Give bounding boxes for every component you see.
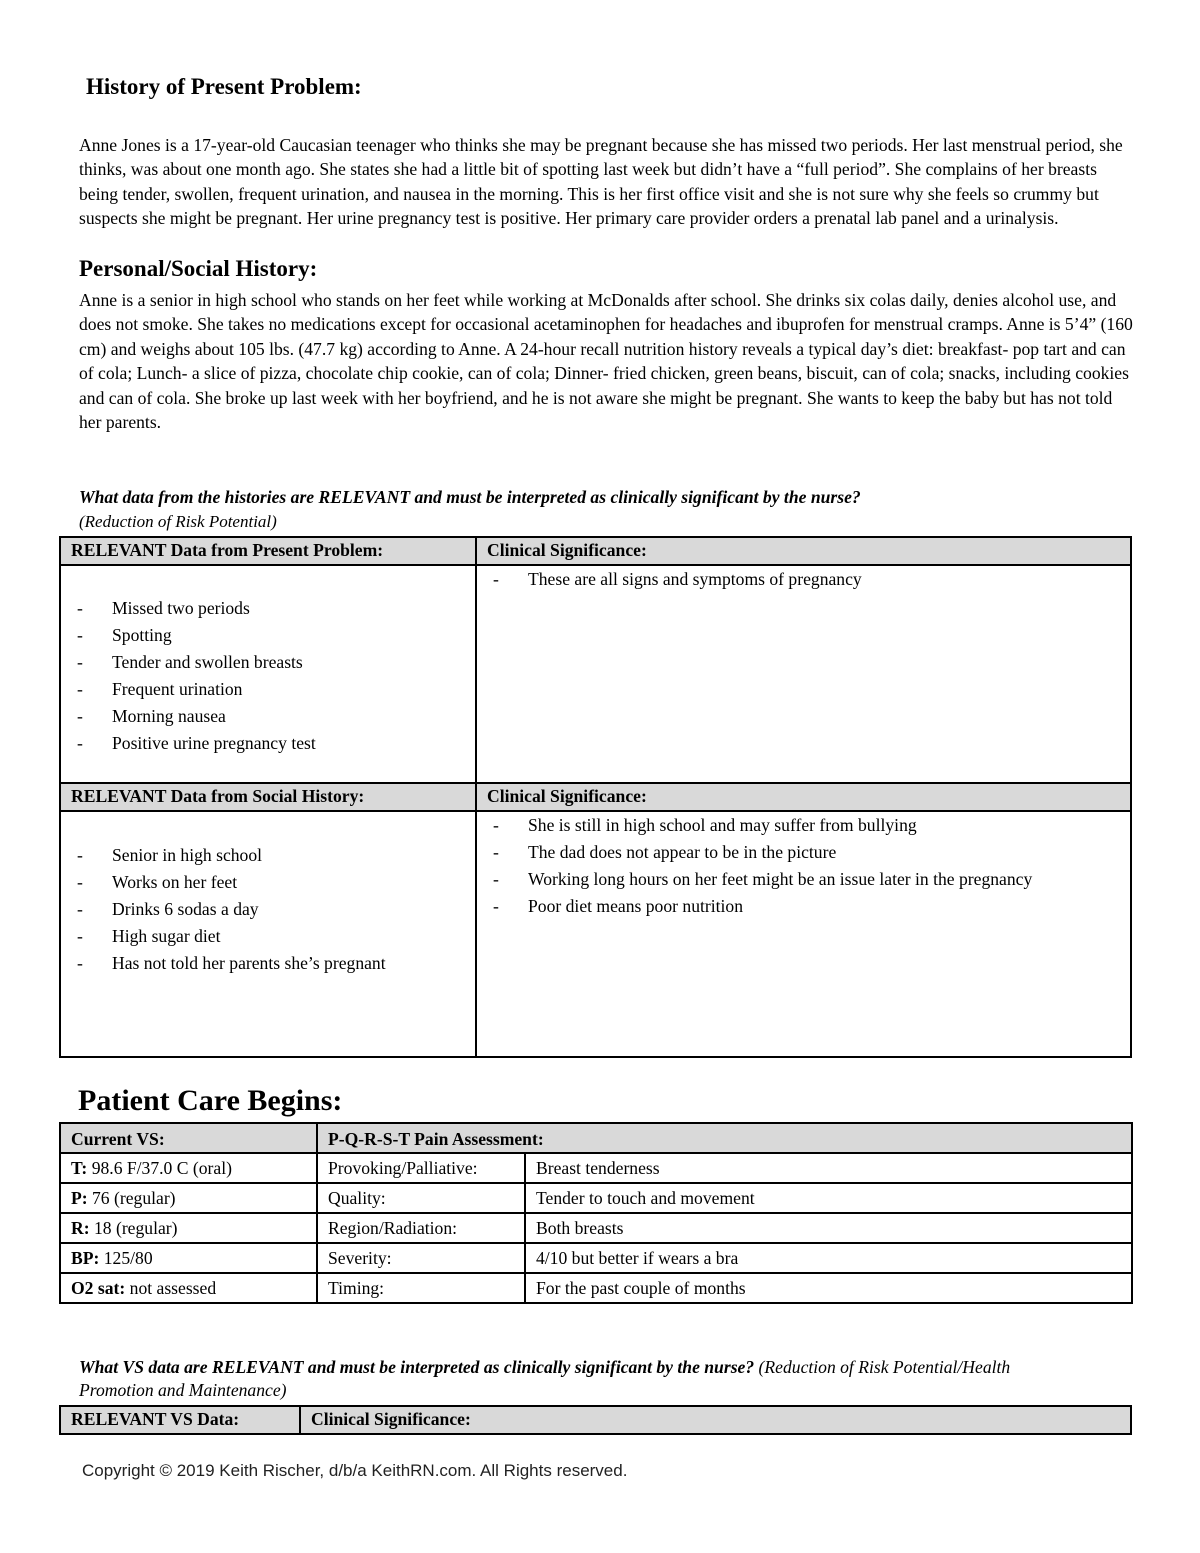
relevant-vs-header: RELEVANT VS Data: xyxy=(60,1406,300,1434)
present-significance-cell xyxy=(476,565,1131,783)
relevant-vs-question xyxy=(79,1356,1079,1402)
list-item: - These are all signs and symptoms of pregnancy xyxy=(477,566,1130,593)
pain-label: Provoking/Palliative: xyxy=(317,1153,525,1183)
social-significance-header: Clinical Significance: xyxy=(476,783,1131,811)
list-item: - Poor diet means poor nutrition xyxy=(477,893,1130,920)
social-significance-list xyxy=(477,812,1130,920)
relevant-vs-question-category: (Reduction of Risk Potential/Health Promotion and Maintenance) xyxy=(79,1357,1011,1400)
social-significance-cell xyxy=(476,811,1131,1057)
list-item: - Frequent urination xyxy=(61,676,475,703)
table-row xyxy=(60,1243,1132,1273)
present-significance-header: Clinical Significance: xyxy=(476,537,1131,565)
table-row xyxy=(60,1153,1132,1183)
list-item: - The dad does not appear to be in the picture xyxy=(477,839,1130,866)
vs-label: BP: xyxy=(71,1248,100,1268)
social-history-list xyxy=(61,842,475,977)
pain-assessment-header: P-Q-R-S-T Pain Assessment: xyxy=(317,1123,1132,1153)
relevant-vs-table xyxy=(59,1405,1132,1435)
current-vs-header: Current VS: xyxy=(60,1123,317,1153)
personal-social-heading: Personal/Social History: xyxy=(79,256,318,281)
vs-cell xyxy=(60,1153,317,1183)
vs-value: 98.6 F/37.0 C (oral) xyxy=(87,1158,232,1178)
table-row xyxy=(60,1273,1132,1303)
history-present-heading: History of Present Problem: xyxy=(86,74,362,99)
relevant-data-question: What data from the histories are RELEVANT and must be interpreted as clinically significant by the nurse? xyxy=(79,487,861,507)
list-item: - Morning nausea xyxy=(61,703,475,730)
vs-cell xyxy=(60,1213,317,1243)
pain-value: Both breasts xyxy=(525,1213,1132,1243)
history-present-text: Anne Jones is a 17-year-old Caucasian teenager who thinks she may be pregnant because she has missed two periods. Her last menstrual period, she thinks, was about one month ago. She states she had a little bit of spotting last week but didn’t have a “full period”. She complains of her breasts being tender, swollen, frequent urination, and nausea in the morning. This is her first office visit and she is not sure why she feels so crummy but suspects she might be pregnant. Her urine pregnancy test is positive. Her primary care provider orders a prenatal lab panel and a urinalysis. xyxy=(79,135,1123,229)
present-problem-cell xyxy=(60,565,476,783)
vs-label: P: xyxy=(71,1188,88,1208)
vs-label: O2 sat: xyxy=(71,1278,126,1298)
social-history-cell xyxy=(60,811,476,1057)
pain-value: Tender to touch and movement xyxy=(525,1183,1132,1213)
list-item: - Working long hours on her feet might be an issue later in the pregnancy xyxy=(477,866,1130,893)
vs-value: 18 (regular) xyxy=(89,1218,178,1238)
present-problem-header: RELEVANT Data from Present Problem: xyxy=(60,537,476,565)
list-item: - High sugar diet xyxy=(61,923,475,950)
vs-significance-header: Clinical Significance: xyxy=(300,1406,1131,1434)
list-item: - She is still in high school and may suffer from bullying xyxy=(477,812,1130,839)
present-significance-list xyxy=(477,566,1130,593)
copyright-footer: Copyright © 2019 Keith Rischer, d/b/a KeithRN.com. All Rights reserved. xyxy=(82,1461,628,1480)
pain-value: For the past couple of months xyxy=(525,1273,1132,1303)
vs-label: T: xyxy=(71,1158,88,1178)
vs-value: not assessed xyxy=(125,1278,217,1298)
personal-social-text: Anne is a senior in high school who stands on her feet while working at McDonalds after school. She drinks six colas daily, denies alcohol use, and does not smoke. She takes no medications except for occasional acetaminophen for headaches and ibuprofen for menstrual cramps. Anne is 5’4” (160 cm) and weighs about 105 lbs. (47.7 kg) according to Anne. A 24-hour recall nutrition history reveals a typical day’s diet: breakfast- pop tart and can of cola; Lunch- a slice of pizza, chocolate chip cookie, can of cola; Dinner- fried chicken, green beans, biscuit, can of cola; snacks, including cookies and can of cola. She broke up last week with her boyfriend, and he is not aware she might be pregnant. She wants to keep the baby but has not told her parents. xyxy=(79,290,1133,433)
vs-cell xyxy=(60,1273,317,1303)
pain-label: Timing: xyxy=(317,1273,525,1303)
vs-value: 76 (regular) xyxy=(87,1188,176,1208)
pain-label: Severity: xyxy=(317,1243,525,1273)
relevant-data-table xyxy=(59,536,1132,1058)
list-item: - Positive urine pregnancy test xyxy=(61,730,475,757)
relevant-data-question-category: (Reduction of Risk Potential) xyxy=(79,512,277,531)
list-item: - Missed two periods xyxy=(61,595,475,622)
list-item: - Spotting xyxy=(61,622,475,649)
social-history-header: RELEVANT Data from Social History: xyxy=(60,783,476,811)
vs-value: 125/80 xyxy=(99,1248,153,1268)
list-item: - Drinks 6 sodas a day xyxy=(61,896,475,923)
list-item: - Has not told her parents she’s pregnant xyxy=(61,950,475,977)
patient-care-heading: Patient Care Begins: xyxy=(78,1084,343,1117)
table-row xyxy=(60,1183,1132,1213)
pain-value: 4/10 but better if wears a bra xyxy=(525,1243,1132,1273)
vitals-pain-table xyxy=(59,1122,1133,1304)
pain-value: Breast tenderness xyxy=(525,1153,1132,1183)
list-item: - Works on her feet xyxy=(61,869,475,896)
vs-cell xyxy=(60,1183,317,1213)
list-item: - Senior in high school xyxy=(61,842,475,869)
list-item: - Tender and swollen breasts xyxy=(61,649,475,676)
pain-label: Quality: xyxy=(317,1183,525,1213)
table-row xyxy=(60,1213,1132,1243)
relevant-vs-question-text: What VS data are RELEVANT and must be interpreted as clinically significant by the nurse? xyxy=(79,1357,755,1377)
pain-label: Region/Radiation: xyxy=(317,1213,525,1243)
vs-cell xyxy=(60,1243,317,1273)
vs-label: R: xyxy=(71,1218,90,1238)
present-problem-list xyxy=(61,595,475,757)
